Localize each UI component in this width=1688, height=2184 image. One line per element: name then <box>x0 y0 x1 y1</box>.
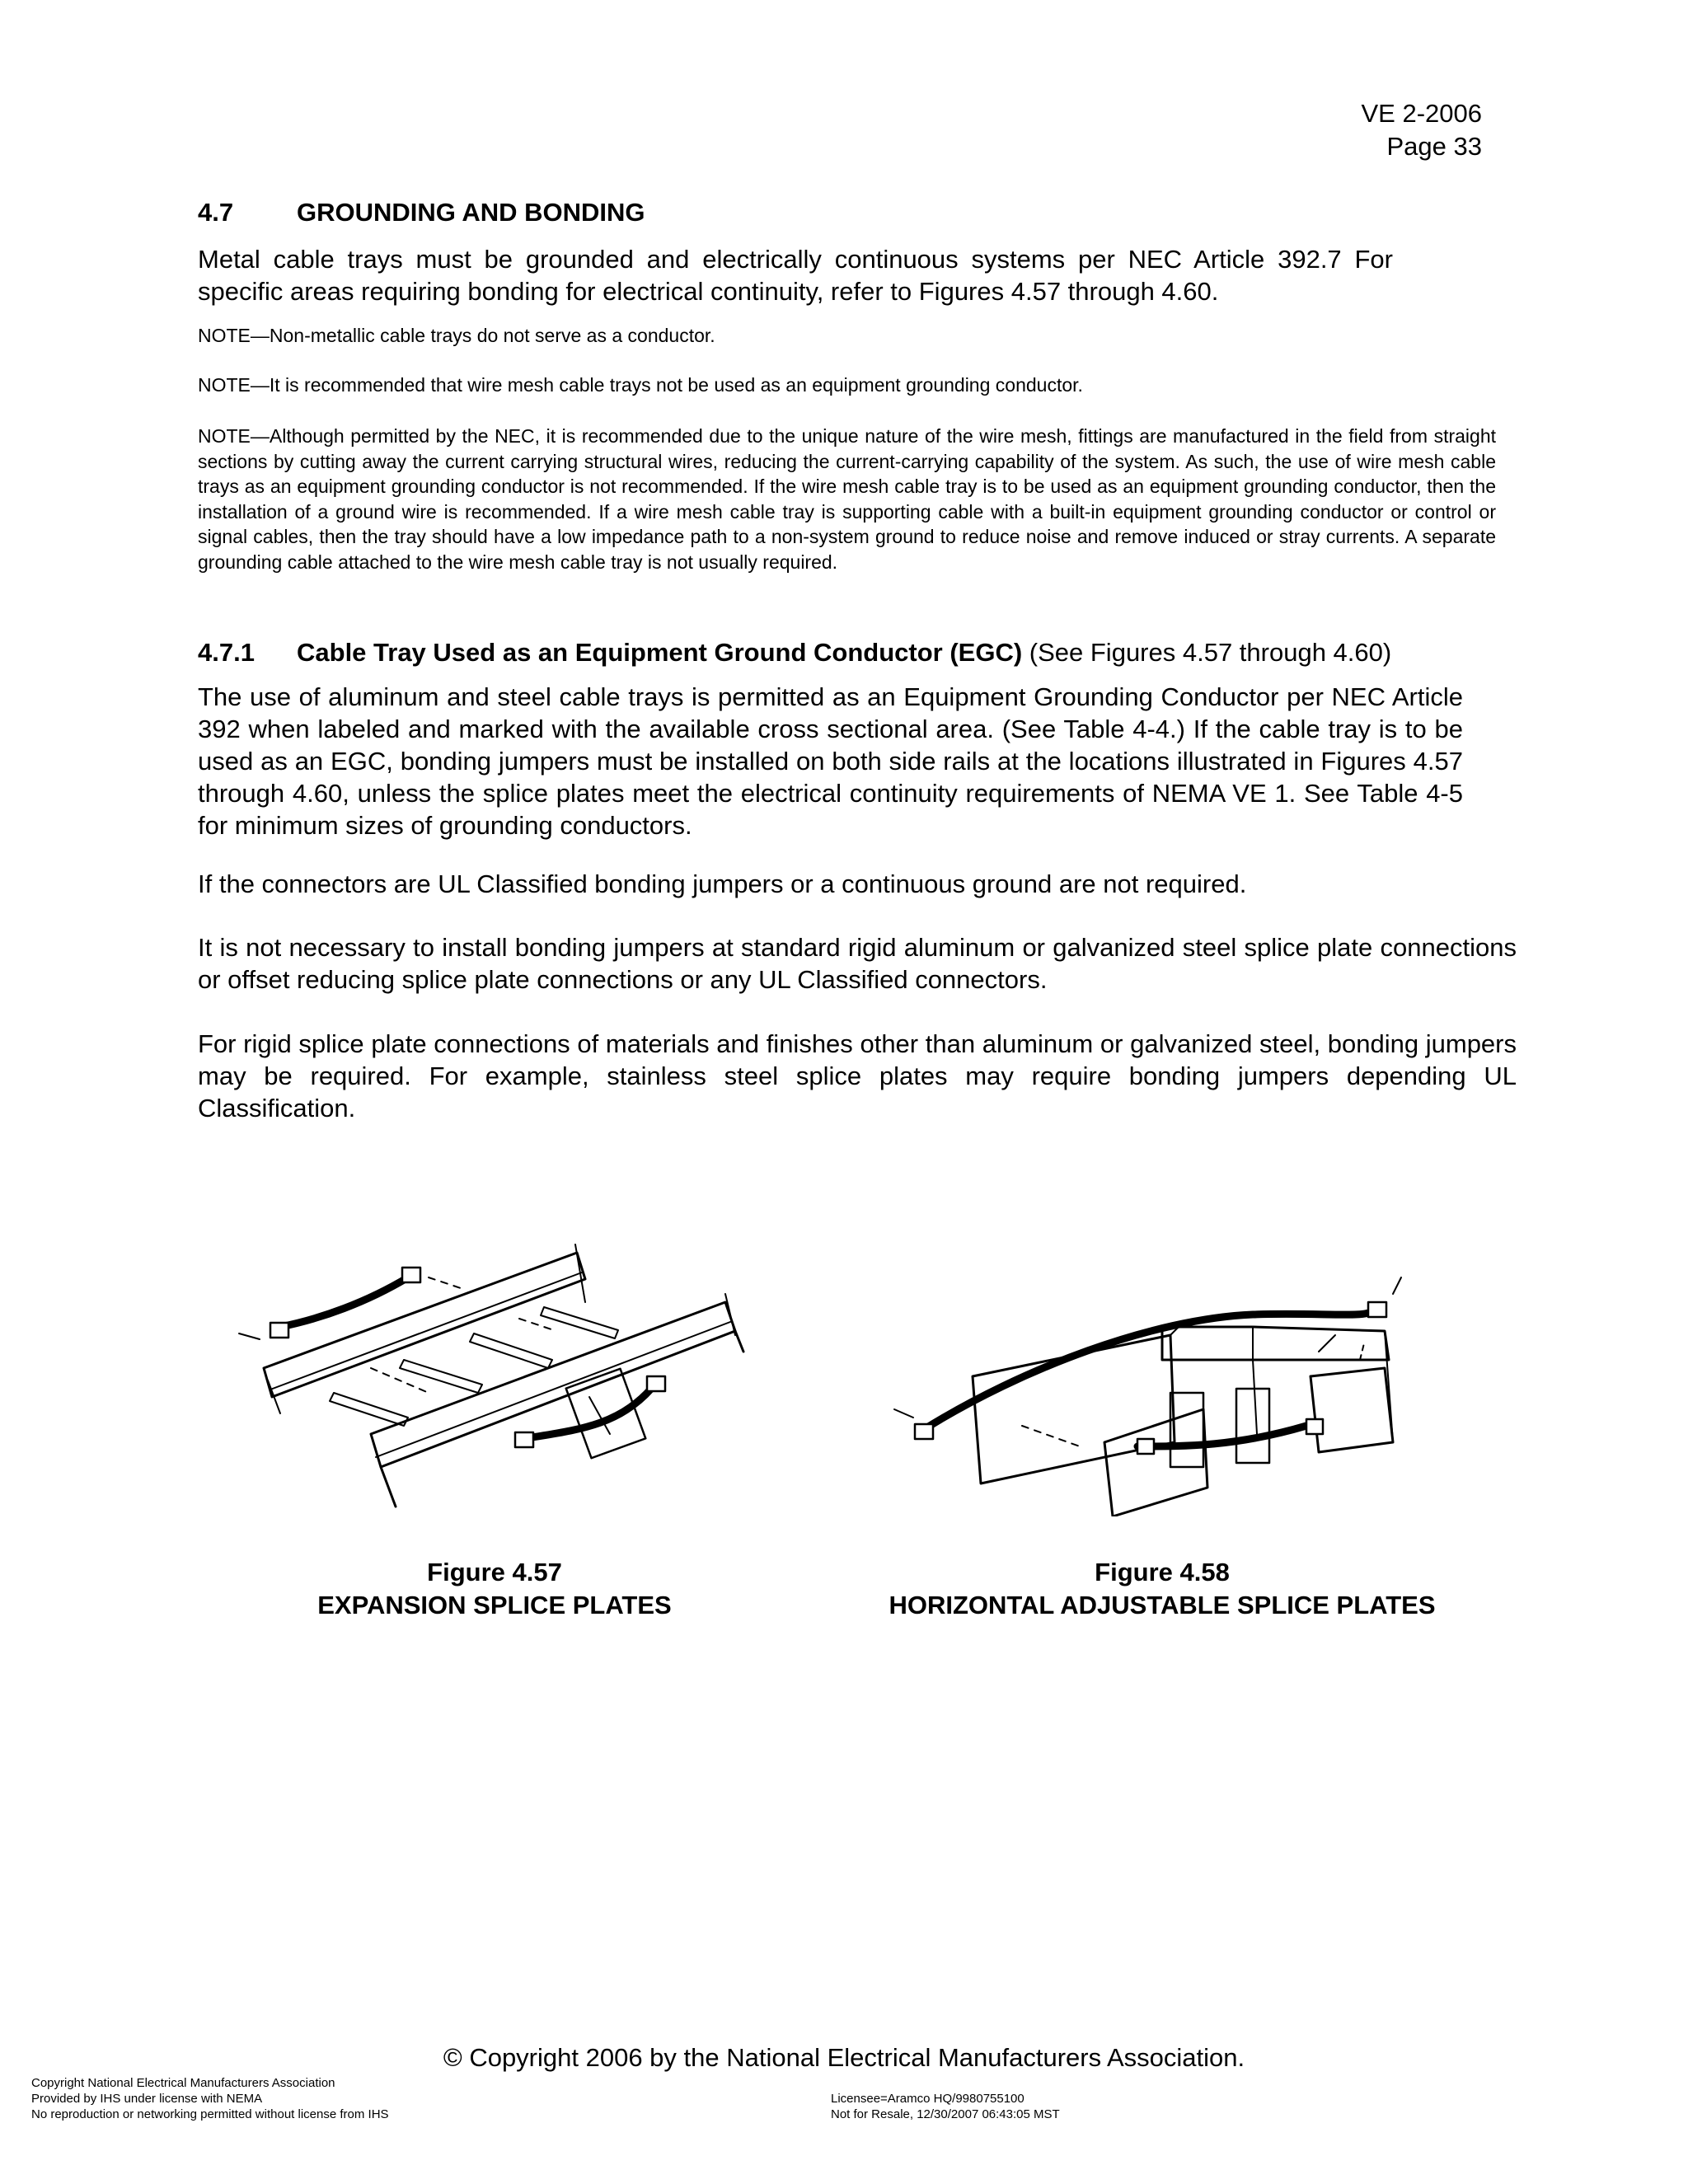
subsection-number: 4.7.1 <box>198 638 255 667</box>
section-number: 4.7 <box>198 198 234 227</box>
copyright-notice: © Copyright 2006 by the National Electrical Manufacturers Association. <box>443 2043 1245 2072</box>
page-header <box>1362 97 1483 163</box>
footer-right <box>831 2091 1060 2122</box>
note-wire-mesh: NOTE—It is recommended that wire mesh cable trays not be used as an equipment grounding conductor. <box>198 374 1083 396</box>
ul-classified-paragraph: If the connectors are UL Classified bonding jumpers or a continuous ground are not required. <box>198 869 1247 898</box>
figure-caption-4-57 <box>247 1556 742 1622</box>
footer-line: Licensee=Aramco HQ/9980755100 <box>831 2092 1025 2106</box>
figure-title: HORIZONTAL ADJUSTABLE SPLICE PLATES <box>889 1591 1436 1619</box>
subsection-figure-ref: (See Figures 4.57 through 4.60) <box>1029 638 1392 667</box>
footer-line: No reproduction or networking permitted without license from IHS <box>31 2107 389 2121</box>
section-title: GROUNDING AND BONDING <box>297 198 645 227</box>
egc-paragraph: The use of aluminum and steel cable trays is permitted as an Equipment Grounding Conductor per NEC Article 392 when labeled and marked with the available cross sectional area. (See Table 4-4.) If the cable tray is to be used as an EGC, bonding jumpers must be installed on both side rails at the locations illustrated in Figures 4.57 through 4.60, unless the splice plates meet the electrical continuity requirements of NEMA VE 1. See Table 4-5 for minimum sizes of grounding conductors. <box>198 682 1463 840</box>
document-id: VE 2-2006 <box>1361 99 1482 128</box>
figure-number: Figure 4.57 <box>427 1558 562 1586</box>
section-heading-4-7 <box>198 198 645 227</box>
figure-caption-4-58 <box>832 1556 1492 1622</box>
note-non-metallic: NOTE—Non-metallic cable trays do not serve as a conductor. <box>198 325 715 346</box>
section-heading-4-7-1 <box>198 638 1391 668</box>
figure-title: EXPANSION SPLICE PLATES <box>317 1591 672 1619</box>
expansion-splice-plate-drawing <box>231 1228 775 1525</box>
subsection-title: Cable Tray Used as an Equipment Ground Conductor (EGC) <box>297 638 1023 667</box>
footer-line: Copyright National Electrical Manufacturers Association <box>31 2076 335 2090</box>
bonding-not-necessary-paragraph: It is not necessary to install bonding jumpers at standard rigid aluminum or galvanized steel splice plate connections or offset reducing splice plate connections or any UL Classified connectors. <box>198 933 1517 994</box>
footer-left <box>31 2075 389 2122</box>
figure-number: Figure 4.58 <box>1095 1558 1230 1586</box>
horizontal-adjustable-splice-plate-drawing <box>890 1269 1434 1516</box>
footer-line: Not for Resale, 12/30/2007 06:43:05 MST <box>831 2107 1060 2121</box>
footer-line: Provided by IHS under license with NEMA <box>31 2092 263 2106</box>
rigid-splice-paragraph: For rigid splice plate connections of materials and finishes other than aluminum or galvanized steel, bonding jumpers may be required. For example, stainless steel splice plates may require bonding jumpers depending UL Classification. <box>198 1029 1517 1122</box>
section-4-7-body: Metal cable trays must be grounded and electrically continuous systems per NEC Article 392.7 For specific areas requiring bonding for electrical continuity, refer to Figures 4.57 through 4.60. <box>198 245 1393 306</box>
note-wire-mesh-details: NOTE—Although permitted by the NEC, it is recommended due to the unique nature of the wire mesh, fittings are manufactured in the field from straight sections by cutting away the current carrying structural wires, reducing the current-carrying capability of the system. As such, the use of wire mesh cable trays as an equipment grounding conductor is not recommended. If the wire mesh cable tray is to be used as an equipment grounding conductor, then the installation of a ground wire is recommended. If a wire mesh cable tray is supporting cable with a built-in equipment grounding conductor or control or signal cables, then the tray should have a low impedance path to a non-system ground to reduce noise and remove induced or stray currents. A separate grounding cable attached to the wire mesh cable tray is not usually required. <box>198 425 1496 573</box>
page-number: Page 33 <box>1386 132 1482 161</box>
